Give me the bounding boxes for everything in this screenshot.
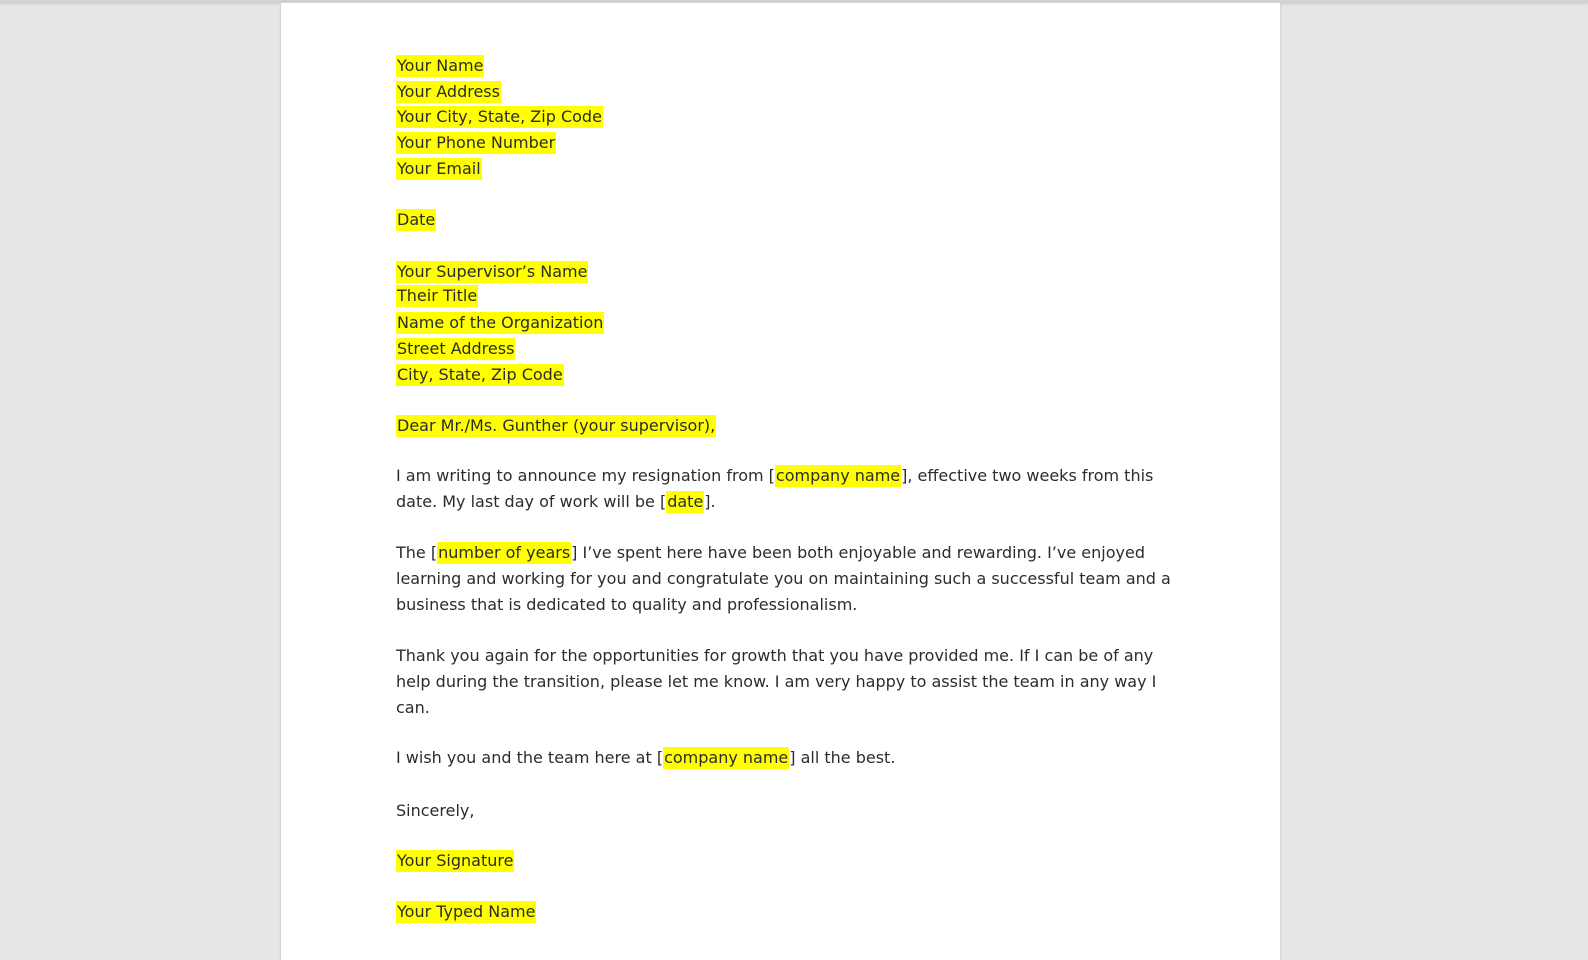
text-segment: ] I’ve spent here have been both enjoyable and rewarding. I’ve enjoyed [571, 543, 1145, 562]
recipient-city-line [396, 362, 564, 388]
typed-name-line [396, 899, 536, 925]
recipient-name: Your Supervisor’s Name [397, 262, 588, 281]
sender-phone-line [396, 130, 556, 156]
letter-date: Date [397, 210, 436, 229]
sender-email-line [396, 156, 482, 182]
sender-name: Your Name [397, 56, 484, 75]
date-line [396, 207, 436, 233]
paragraph-line: can. [396, 698, 430, 717]
text-segment: ] all the best. [789, 748, 896, 767]
signature-line [396, 848, 514, 874]
recipient-street: Street Address [397, 339, 515, 358]
sender-address-line [396, 79, 501, 105]
signature: Your Signature [397, 851, 514, 870]
placeholder-number-of-years: number of years [438, 543, 571, 562]
paragraph-line: learning and working for you and congratulate you on maintaining such a successful team and a [396, 569, 1171, 588]
sender-city-state-zip: Your City, State, Zip Code [397, 107, 602, 126]
closing-line [396, 798, 474, 824]
text-segment: ]. [704, 492, 716, 511]
closing: Sincerely, [396, 801, 475, 820]
paragraph-line [396, 540, 1171, 566]
sender-email: Your Email [397, 159, 481, 178]
text-segment: ], effective two weeks from this [901, 466, 1154, 485]
text-segment: I wish you and the team here at [ [396, 748, 664, 767]
paragraph-line: business that is dedicated to quality and professionalism. [396, 595, 858, 614]
text-segment: I am writing to announce my resignation from [ [396, 466, 775, 485]
sender-address: Your Address [397, 82, 500, 101]
sender-phone: Your Phone Number [397, 133, 556, 152]
text-segment: date. My last day of work will be [ [396, 492, 667, 511]
salutation: Dear Mr./Ms. Gunther (your supervisor), [397, 416, 716, 435]
paragraph-line [396, 489, 1171, 515]
recipient-name-line [396, 259, 588, 285]
recipient-title-line [396, 283, 478, 309]
placeholder-company-name: company name [775, 466, 901, 485]
paragraph-line: Thank you again for the opportunities for growth that you have provided me. If I can be of any [396, 646, 1154, 665]
text-segment: The [ [396, 543, 438, 562]
typed-name: Your Typed Name [397, 902, 536, 921]
recipient-title: Their Title [397, 286, 478, 305]
paragraph-line: help during the transition, please let me know. I am very happy to assist the team in any way I [396, 672, 1157, 691]
body-paragraph-1 [396, 463, 1171, 515]
paragraph-line [396, 463, 1171, 489]
recipient-organization: Name of the Organization [397, 313, 604, 332]
recipient-org-line [396, 310, 604, 336]
recipient-street-line [396, 336, 515, 362]
placeholder-date: date [667, 492, 704, 511]
body-paragraph-3 [396, 643, 1171, 721]
sender-city-line [396, 104, 603, 130]
sender-name-line [396, 53, 484, 79]
body-paragraph-4 [396, 745, 895, 771]
recipient-city-state-zip: City, State, Zip Code [397, 365, 563, 384]
placeholder-company-name-2: company name [664, 748, 789, 767]
salutation-line [396, 413, 716, 439]
document-page[interactable] [281, 3, 1280, 960]
body-paragraph-2 [396, 540, 1171, 618]
